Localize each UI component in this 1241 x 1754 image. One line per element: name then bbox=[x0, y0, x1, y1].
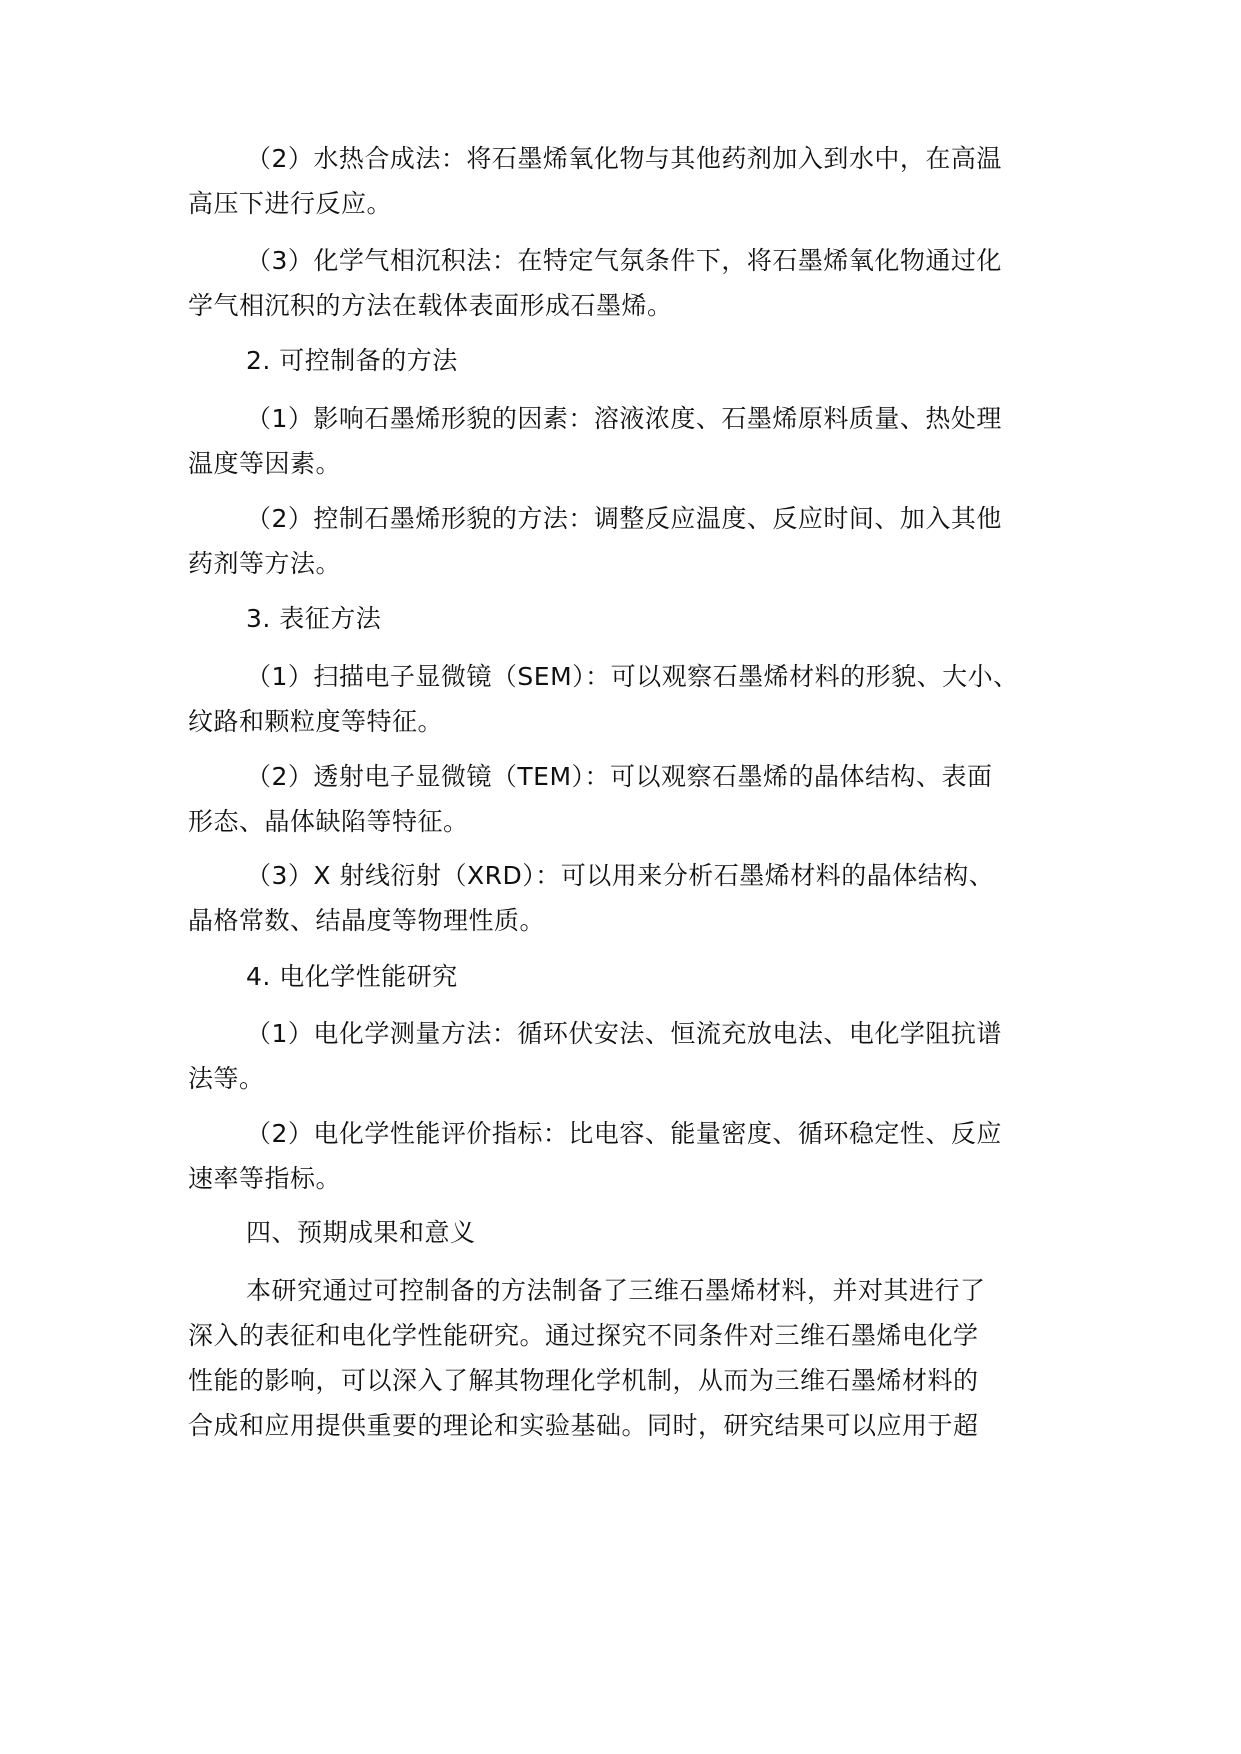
section-heading: 2. 可控制备的方法 bbox=[246, 346, 458, 375]
section-heading: 4. 电化学性能研究 bbox=[246, 962, 458, 991]
paragraph-measurement-methods bbox=[188, 1011, 1068, 1101]
paragraph-line: 合成和应用提供重要的理论和实验基础。同时，研究结果可以应用于超 bbox=[188, 1411, 979, 1440]
paragraph-line: （2）控制石墨烯形貌的方法：调整反应温度、反应时间、加入其他 bbox=[246, 504, 1002, 533]
paragraph-line: （1）扫描电子显微镜（SEM）：可以观察石墨烯材料的形貌、大小、 bbox=[246, 662, 1019, 691]
paragraph-line: 深入的表征和电化学性能研究。通过探究不同条件对三维石墨烯电化学 bbox=[188, 1321, 979, 1350]
paragraph-line: 药剂等方法。 bbox=[188, 549, 342, 578]
paragraph-line: 温度等因素。 bbox=[188, 449, 342, 478]
paragraph-significance bbox=[188, 1268, 1068, 1448]
section-heading-electrochemical bbox=[188, 954, 1068, 999]
paragraph-xrd bbox=[188, 853, 1068, 943]
section-heading: 3. 表征方法 bbox=[246, 604, 382, 633]
section-heading-characterization bbox=[188, 596, 1068, 641]
paragraph-line: （2）电化学性能评价指标：比电容、能量密度、循环稳定性、反应 bbox=[246, 1119, 1002, 1148]
paragraph-line: 形态、晶体缺陷等特征。 bbox=[188, 807, 469, 836]
paragraph-tem bbox=[188, 754, 1068, 844]
paragraph-line: 高压下进行反应。 bbox=[188, 189, 393, 218]
paragraph-line: 学气相沉积的方法在载体表面形成石墨烯。 bbox=[188, 291, 673, 320]
paragraph-sem bbox=[188, 654, 1068, 744]
paragraph-line: 晶格常数、结晶度等物理性质。 bbox=[188, 906, 546, 935]
paragraph-line: 法等。 bbox=[188, 1064, 265, 1093]
paragraph-line: （2）透射电子显微镜（TEM）：可以观察石墨烯的晶体结构、表面 bbox=[246, 762, 993, 791]
paragraph-cvd-method bbox=[188, 238, 1068, 328]
section-heading-expected-results bbox=[188, 1210, 1068, 1255]
paragraph-line: 速率等指标。 bbox=[188, 1164, 342, 1193]
paragraph-line: （1）影响石墨烯形貌的因素：溶液浓度、石墨烯原料质量、热处理 bbox=[246, 404, 1002, 433]
paragraph-line: （3）化学气相沉积法：在特定气氛条件下，将石墨烯氧化物通过化 bbox=[246, 246, 1002, 275]
paragraph-evaluation-indicators bbox=[188, 1111, 1068, 1201]
paragraph-line: （2）水热合成法：将石墨烯氧化物与其他药剂加入到水中，在高温 bbox=[246, 144, 1002, 173]
paragraph-line: （3）X 射线衍射（XRD）：可以用来分析石墨烯材料的晶体结构、 bbox=[246, 861, 995, 890]
paragraph-line: 纹路和颗粒度等特征。 bbox=[188, 707, 444, 736]
paragraph-line: （1）电化学测量方法：循环伏安法、恒流充放电法、电化学阻抗谱 bbox=[246, 1019, 1002, 1048]
section-heading-controllable-preparation bbox=[188, 338, 1068, 383]
paragraph-line: 本研究通过可控制备的方法制备了三维石墨烯材料，并对其进行了 bbox=[246, 1276, 986, 1305]
paragraph-morphology-control bbox=[188, 496, 1068, 586]
paragraph-hydrothermal-method bbox=[188, 136, 1068, 226]
paragraph-morphology-factors bbox=[188, 396, 1068, 486]
section-heading: 四、预期成果和意义 bbox=[246, 1218, 476, 1247]
paragraph-line: 性能的影响，可以深入了解其物理化学机制，从而为三维石墨烯材料的 bbox=[188, 1366, 979, 1395]
